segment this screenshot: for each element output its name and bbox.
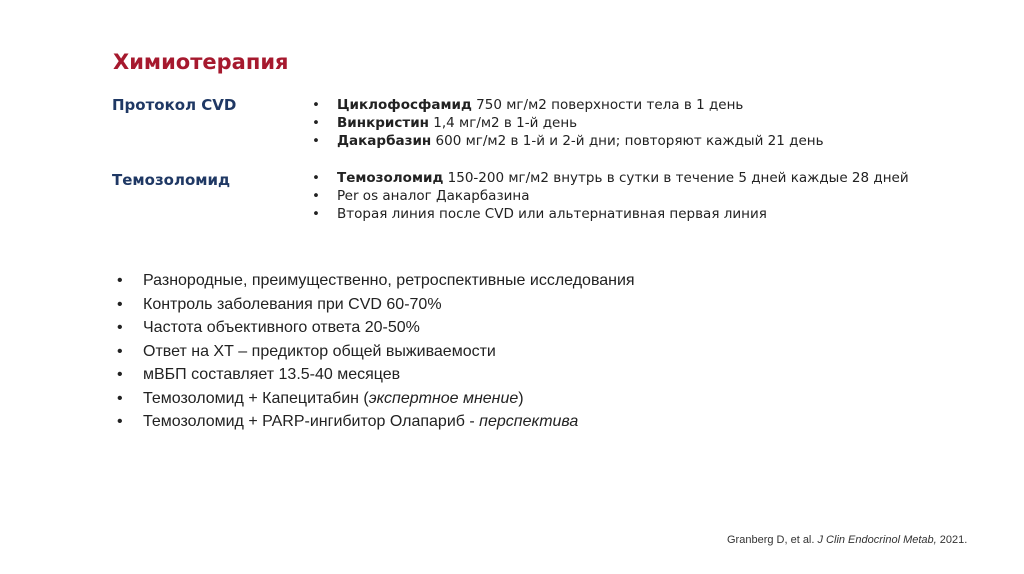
bullet-text: мВБП составляет 13.5-40 месяцев <box>143 366 401 383</box>
bullet-text: Частота объективного ответа 20-50% <box>143 319 420 336</box>
summary-bullet <box>117 363 635 387</box>
drug-name: Винкристин <box>337 115 429 131</box>
protocol-temozolomide-list <box>312 169 909 223</box>
drug-name: Темозоломид <box>337 170 444 186</box>
drug-name: Дакарбазин <box>337 133 432 149</box>
drug-name: Циклофосфамид <box>337 97 472 113</box>
summary-bullet <box>117 269 635 293</box>
summary-bullet <box>117 410 635 434</box>
bullet-text: Темозоломид + PARP-ингибитор Олапариб - <box>143 413 480 430</box>
bullet-text: Контроль заболевания при CVD 60-70% <box>143 295 442 313</box>
protocol-item <box>312 205 909 223</box>
protocol-item <box>312 114 824 132</box>
dosage-text: 1,4 мг/м2 в 1-й день <box>428 115 578 131</box>
summary-bullet <box>117 387 635 411</box>
summary-bullet <box>117 316 635 340</box>
bullet-text: Темозоломид + Капецитабин ( <box>143 389 369 407</box>
citation-authors: Granberg D, et al. <box>727 534 818 546</box>
citation-journal: J Clin Endocrinol Metab, <box>817 534 937 546</box>
bullet-text: Ответ на ХТ – предиктор общей выживаемости <box>143 342 496 360</box>
dosage-text: 150-200 мг/м2 внутрь в сутки в течение 5 дней каждые 28 дней <box>443 170 909 186</box>
dosage-text: 750 мг/м2 поверхности тела в 1 день <box>471 97 744 113</box>
bullet-text: Разнородные, преимущественно, ретроспективные исследования <box>143 272 635 289</box>
bullet-italic-text: экспертное мнение <box>368 389 519 407</box>
item-text: Вторая линия после CVD или альтернативная первая линия <box>337 206 767 222</box>
item-text: Per os аналог Дакарбазина <box>337 188 530 204</box>
dosage-text: 600 мг/м2 в 1-й и 2-й дни; повторяют каждый 21 день <box>431 133 824 149</box>
citation <box>727 534 967 546</box>
summary-bullet <box>117 293 635 317</box>
protocol-cvd-list <box>312 96 824 150</box>
bullet-italic-text: перспектива <box>479 413 579 430</box>
citation-year: 2021. <box>936 534 968 546</box>
protocol-item <box>312 187 909 205</box>
protocol-cvd-label: Протокол CVD <box>112 96 237 114</box>
summary-bullet-list <box>117 269 635 434</box>
protocol-temozolomide-label: Темозоломид <box>112 171 231 189</box>
summary-bullet <box>117 340 635 364</box>
bullet-text-after: ) <box>518 389 524 407</box>
protocol-item <box>312 96 824 114</box>
slide-title: Химиотерапия <box>113 50 289 74</box>
protocol-item <box>312 169 909 187</box>
protocol-item <box>312 132 824 150</box>
